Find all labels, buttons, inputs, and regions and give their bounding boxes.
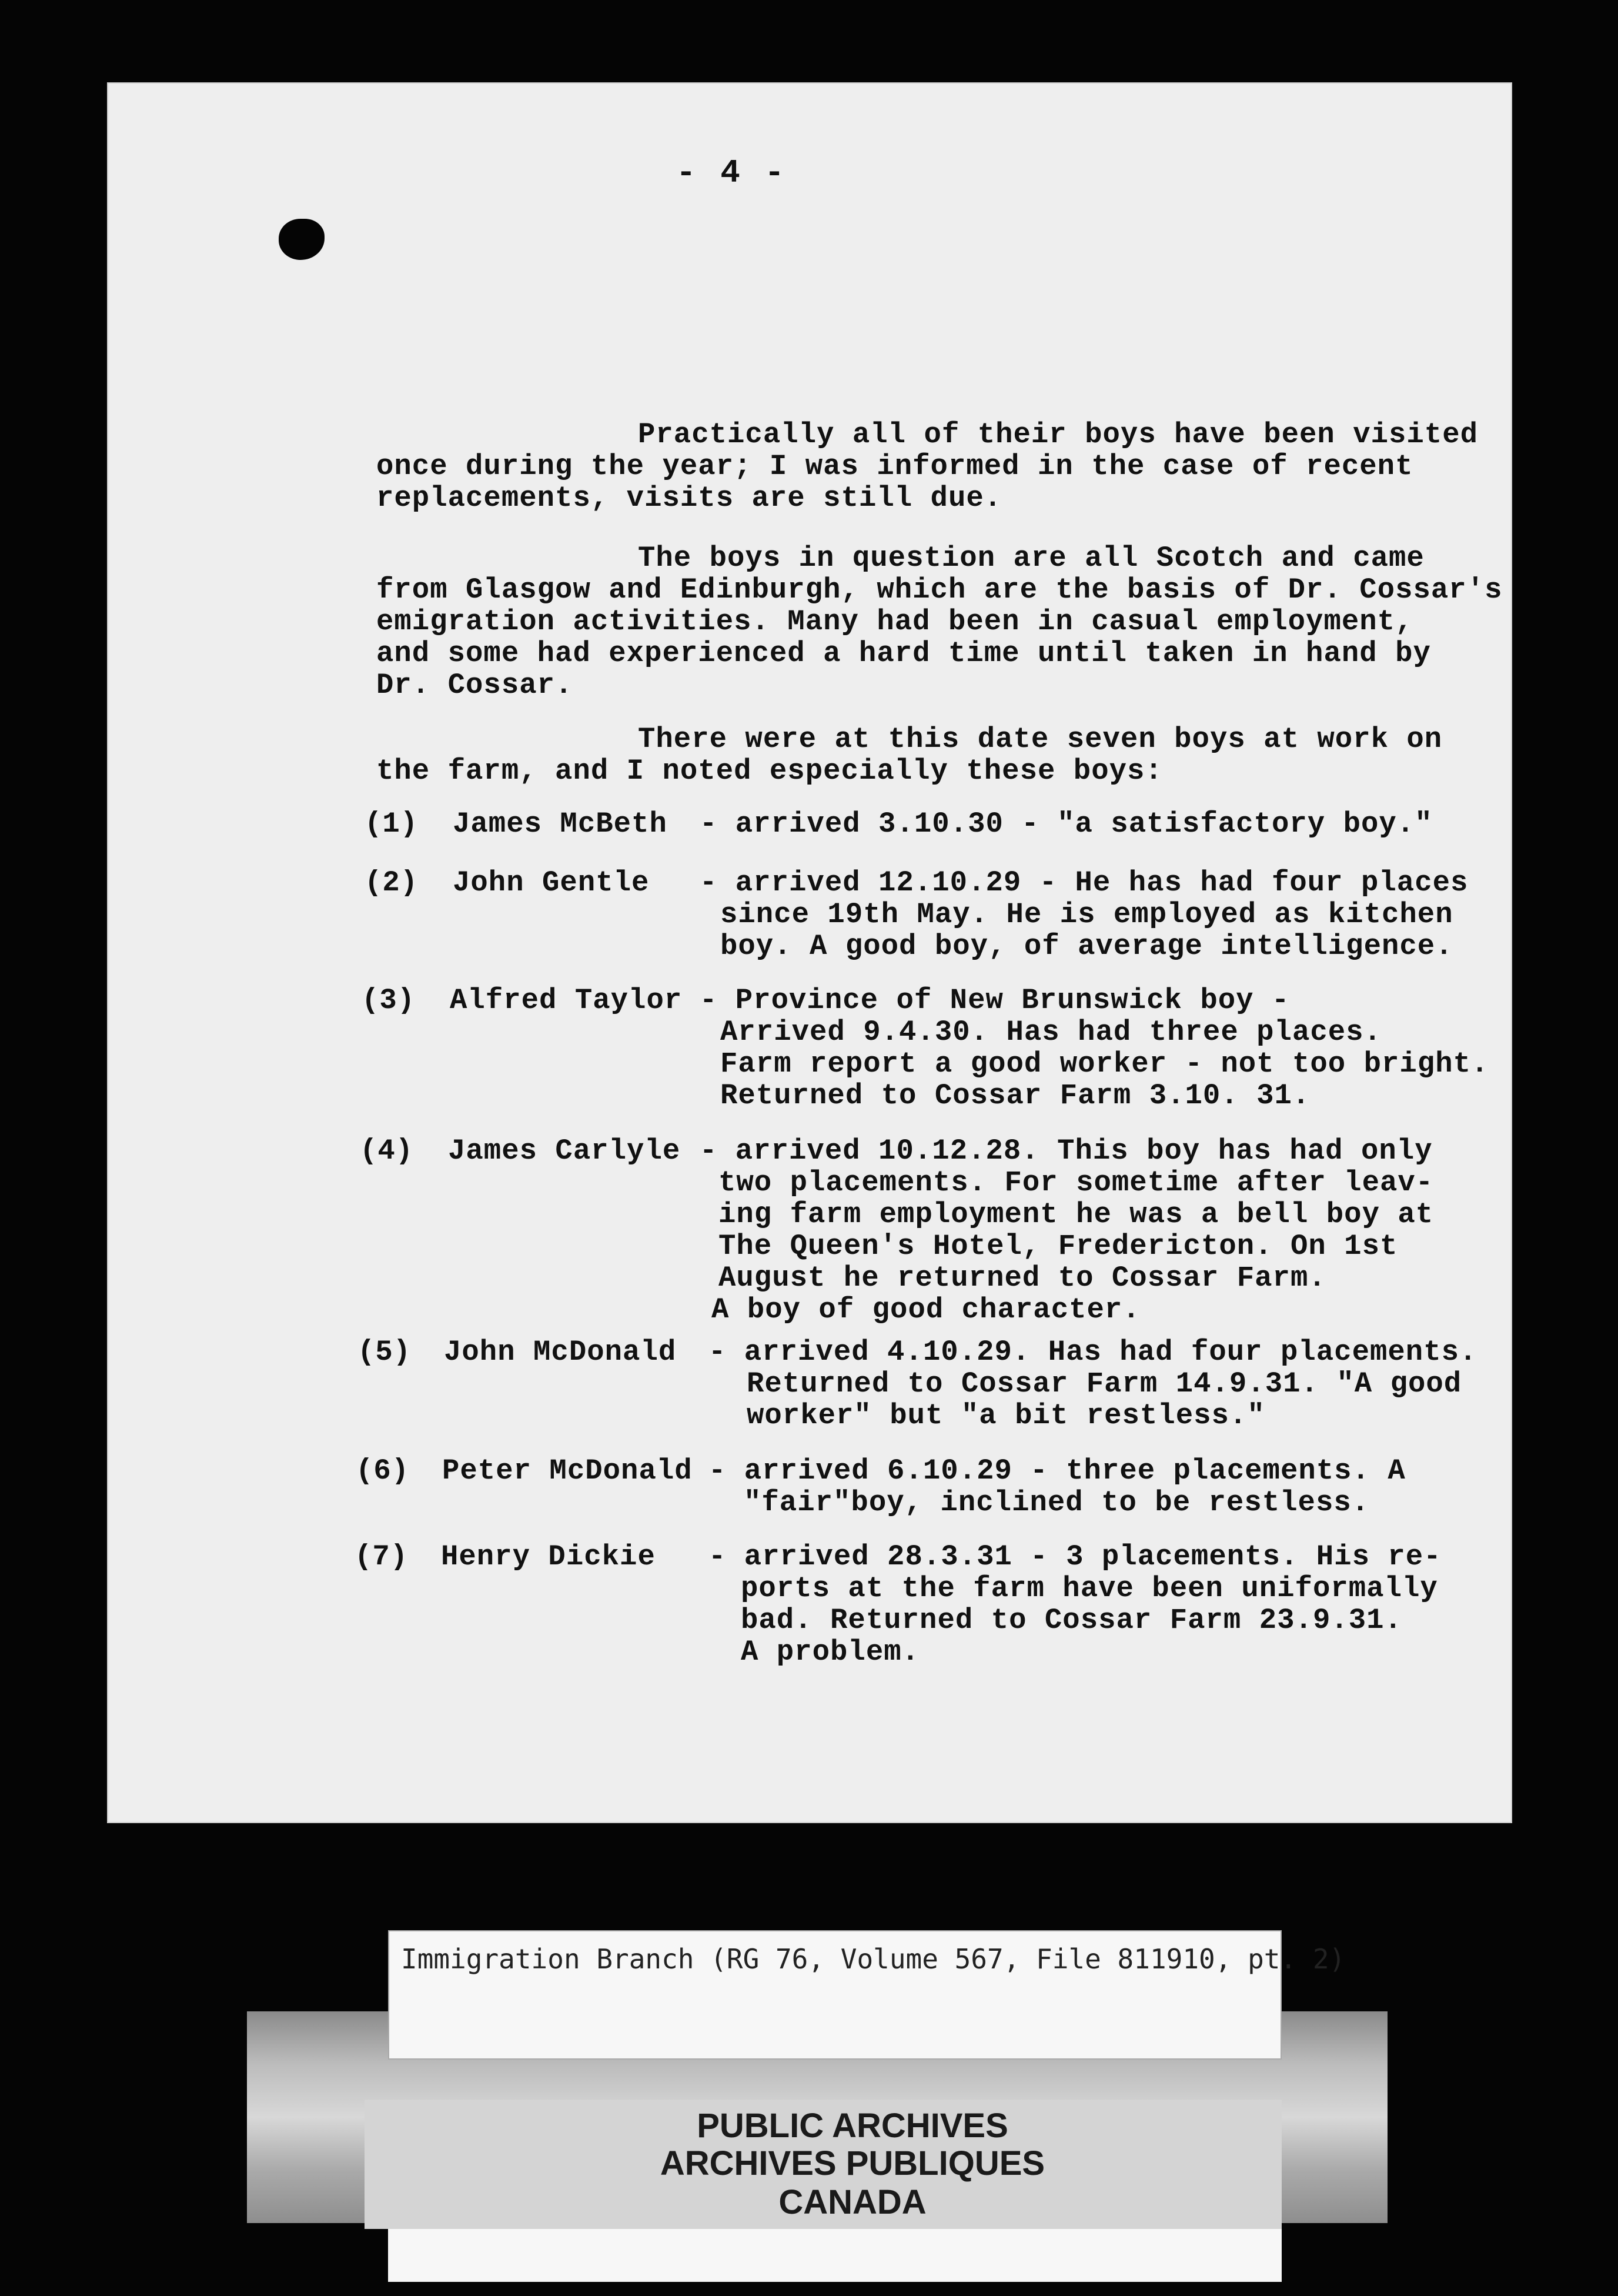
- paragraph-1-line-3: replacements, visits are still due.: [376, 482, 1002, 515]
- entry-2-line-1: - arrived 12.10.29 - He has had four places: [700, 866, 1469, 899]
- paragraph-1-line-1: Practically all of their boys have been visited: [638, 418, 1479, 451]
- paragraph-3-line-2: the farm, and I noted especially these boys:: [376, 755, 1163, 787]
- entry-6-line-2: "fair"boy, inclined to be restless.: [744, 1486, 1370, 1519]
- entry-4-number: (4): [360, 1134, 414, 1167]
- stamp-line-1: PUBLIC ARCHIVES: [697, 2107, 1008, 2145]
- entry-5-line-1: - arrived 4.10.29. Has had four placements.: [708, 1336, 1477, 1369]
- entry-3-line-3: Farm report a good worker - not too bright.: [720, 1047, 1489, 1080]
- entry-1-name: James McBeth: [453, 807, 667, 840]
- entry-2-number: (2): [365, 866, 419, 899]
- entry-4-name: James Carlyle: [448, 1134, 681, 1167]
- entry-6-name: Peter McDonald: [442, 1454, 693, 1487]
- entry-3-name: Alfred Taylor: [450, 984, 683, 1017]
- archive-label-text: Immigration Branch (RG 76, Volume 567, File 811910, pt. 2): [401, 1943, 1346, 1975]
- entry-1-line-1: - arrived 3.10.30 - "a satisfactory boy.": [700, 807, 1433, 840]
- entry-7-line-4: A problem.: [741, 1636, 920, 1668]
- entry-4-line-1: - arrived 10.12.28. This boy has had only: [700, 1134, 1433, 1167]
- entry-4-line-4: The Queen's Hotel, Fredericton. On 1st: [718, 1230, 1398, 1263]
- page-number: - 4 -: [676, 154, 787, 192]
- entry-3-line-2: Arrived 9.4.30. Has had three places.: [720, 1016, 1382, 1049]
- punch-hole-mark: [279, 219, 325, 260]
- entry-2-line-2: since 19th May. He is employed as kitchen: [720, 898, 1453, 931]
- entry-7-name: Henry Dickie: [441, 1540, 656, 1573]
- entry-4-line-6: A boy of good character.: [711, 1293, 1141, 1326]
- entry-5-line-2: Returned to Cossar Farm 14.9.31. "A good: [747, 1367, 1462, 1400]
- paragraph-2-line-5: Dr. Cossar.: [376, 669, 573, 702]
- entry-5-line-3: worker" but "a bit restless.": [747, 1399, 1265, 1432]
- entry-7-line-3: bad. Returned to Cossar Farm 23.9.31.: [741, 1604, 1402, 1637]
- paragraph-1-line-2: once during the year; I was informed in the case of recent: [376, 450, 1413, 483]
- paragraph-3-line-1: There were at this date seven boys at work on: [638, 723, 1443, 756]
- stamp-line-2: ARCHIVES PUBLIQUES: [660, 2144, 1045, 2182]
- paragraph-2-line-4: and some had experienced a hard time until taken in hand by: [376, 637, 1431, 670]
- paragraph-2-line-3: emigration activities. Many had been in casual employment,: [376, 605, 1413, 638]
- entry-3-line-1: - Province of New Brunswick boy -: [700, 984, 1290, 1017]
- entry-7-number: (7): [355, 1540, 409, 1573]
- entry-2-name: John Gentle: [453, 866, 650, 899]
- entry-6-line-1: - arrived 6.10.29 - three placements. A: [708, 1454, 1406, 1487]
- entry-5-number: (5): [357, 1336, 412, 1369]
- entry-2-line-3: boy. A good boy, of average intelligence.: [720, 930, 1453, 963]
- entry-7-line-2: ports at the farm have been uniformally: [741, 1572, 1438, 1605]
- entry-4-line-3: ing farm employment he was a bell boy at: [718, 1198, 1434, 1231]
- paragraph-2-line-2: from Glasgow and Edinburgh, which are the basis of Dr. Cossar's: [376, 573, 1503, 606]
- entry-1-number: (1): [365, 807, 419, 840]
- entry-6-number: (6): [356, 1454, 410, 1487]
- stamp-line-3: CANADA: [778, 2183, 927, 2221]
- entry-7-line-1: - arrived 28.3.31 - 3 placements. His re-: [708, 1540, 1442, 1573]
- paragraph-2-line-1: The boys in question are all Scotch and came: [638, 542, 1425, 575]
- entry-3-number: (3): [362, 984, 416, 1017]
- entry-3-line-4: Returned to Cossar Farm 3.10. 31.: [720, 1079, 1311, 1112]
- entry-4-line-5: August he returned to Cossar Farm.: [718, 1262, 1326, 1294]
- entry-5-name: John McDonald: [444, 1336, 677, 1369]
- archive-label: [388, 1930, 1346, 2060]
- archive-label-bottom: [388, 2229, 1282, 2282]
- entry-4-line-2: two placements. For sometime after leav-: [718, 1166, 1434, 1199]
